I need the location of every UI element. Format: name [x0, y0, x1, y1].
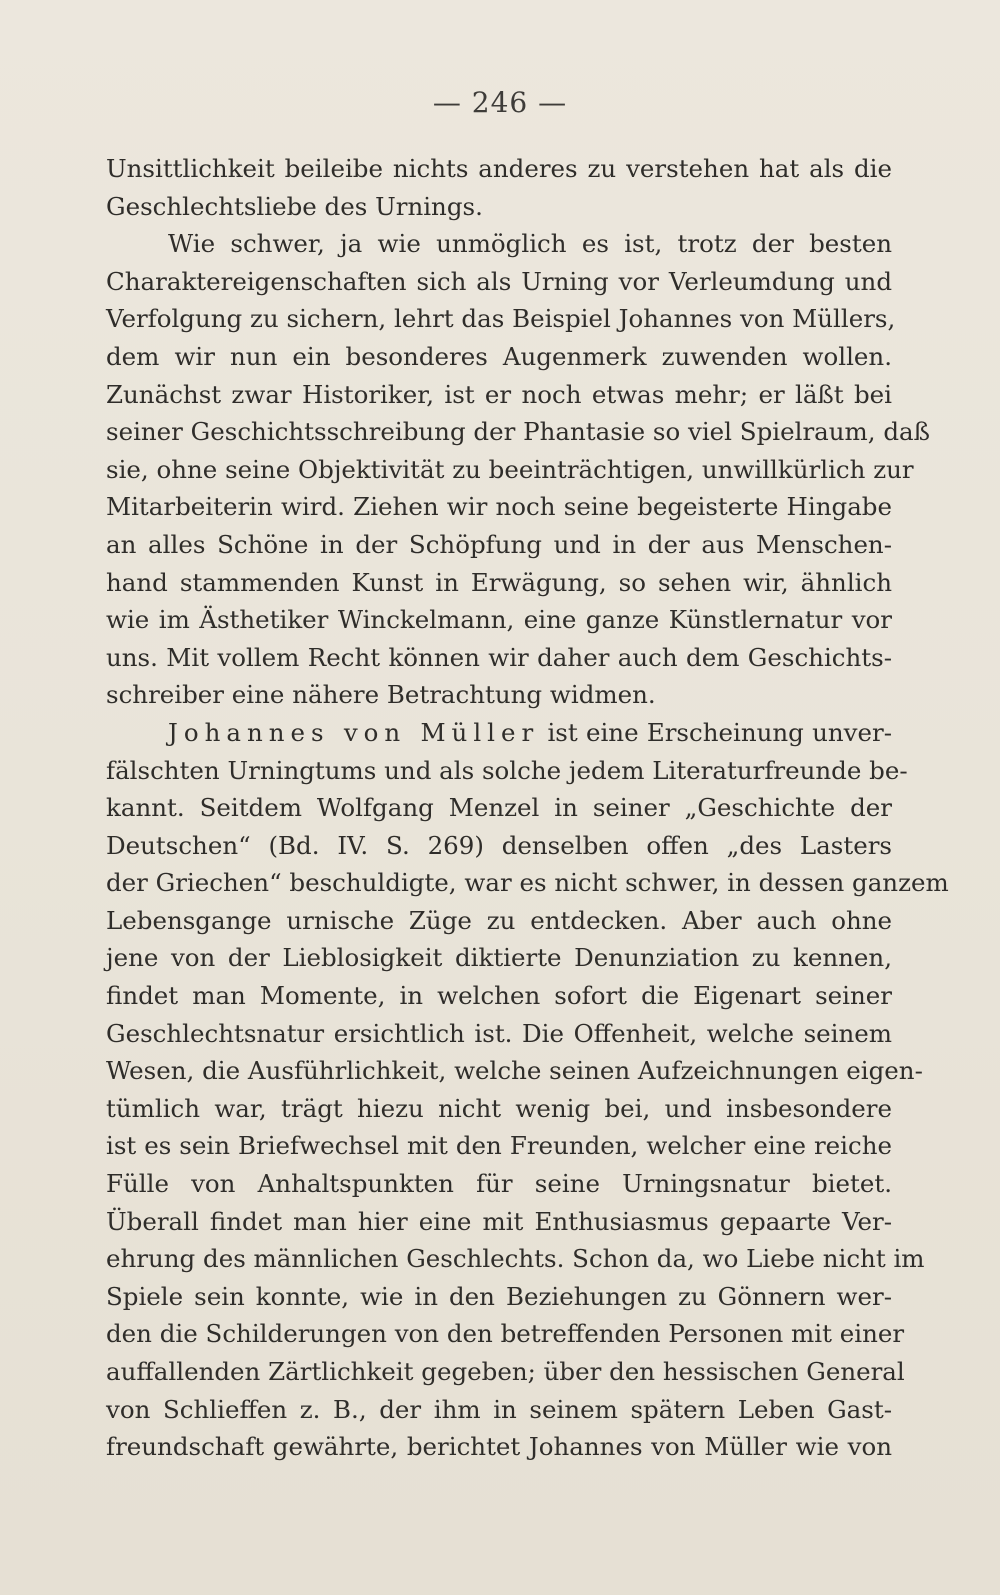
- text-line: ist es sein Briefwechsel mit den Freunden, welcher eine reiche: [106, 1131, 892, 1161]
- text-line: hand stammenden Kunst in Erwägung, so sehen wir, ähnlich: [106, 567, 892, 597]
- text-line: Wesen, die Ausführlichkeit, welche seinen Aufzeichnungen eigen-: [106, 1056, 923, 1086]
- text-line: findet man Momente, in welchen sofort die Eigenart seiner: [106, 981, 892, 1011]
- text-line: der Griechen“ beschuldigte, war es nicht schwer, in dessen ganzem: [106, 868, 949, 898]
- emphasized-name: Johannes von Müller: [168, 717, 540, 747]
- text-line: Verfolgung zu sichern, lehrt das Beispiel Johannes von Müllers,: [106, 304, 896, 334]
- text-line: Zunächst zwar Historiker, ist er noch etwas mehr; er läßt bei: [106, 379, 892, 409]
- text-line: Spiele sein konnte, wie in den Beziehungen zu Gönnern wer-: [106, 1281, 892, 1311]
- text-line: kannt. Seitdem Wolfgang Menzel in seiner „Geschichte der: [106, 793, 892, 823]
- text-line: jene von der Lieblosigkeit diktierte Denunziation zu kennen,: [106, 943, 892, 973]
- text-line-rest: ist eine Erscheinung unver-: [539, 717, 893, 747]
- text-line: auffallenden Zärtlichkeit gegeben; über den hessischen General: [106, 1357, 905, 1386]
- text-line: wie im Ästhetiker Winckelmann, eine ganze Künstlernatur vor: [106, 605, 892, 635]
- text-line: fälschten Urningtums und als solche jedem Literaturfreunde be-: [106, 755, 908, 785]
- text-line: seiner Geschichtsschreibung der Phantasie so viel Spielraum, daß: [106, 417, 931, 447]
- text-line: an alles Schöne in der Schöpfung und in der aus Menschen-: [106, 529, 892, 559]
- text-line: Geschlechtsliebe des Urnings.: [106, 191, 483, 221]
- text-line: Deutschen“ (Bd. IV. S. 269) denselben offen „des Lasters: [106, 830, 892, 860]
- text-line: schreiber eine nähere Betrachtung widmen.: [106, 680, 656, 710]
- text-line: von Schlieffen z. B., der ihm in seinem spätern Leben Gast-: [106, 1394, 892, 1424]
- text-line: Charaktereigenschaften sich als Urning vor Verleumdung und: [106, 266, 892, 296]
- text-line: uns. Mit vollem Recht können wir daher auch dem Geschichts-: [106, 642, 892, 672]
- text-line: sie, ohne seine Objektivität zu beeinträchtigen, unwillkürlich zur: [106, 454, 914, 484]
- page-number: — 246 —: [432, 86, 568, 119]
- text-line: dem wir nun ein besonderes Augenmerk zuwenden wollen.: [106, 341, 892, 371]
- text-line: tümlich war, trägt hiezu nicht wenig bei, und insbesondere: [106, 1093, 892, 1123]
- text-line: Mitarbeiterin wird. Ziehen wir noch seine begeisterte Hingabe: [106, 492, 892, 522]
- text-line: Geschlechtsnatur ersichtlich ist. Die Offenheit, welche seinem: [106, 1018, 892, 1048]
- text-line: Wie schwer, ja wie unmöglich es ist, trotz der besten: [168, 229, 892, 259]
- body-text: [106, 150, 949, 1466]
- text-line: ehrung des männlichen Geschlechts. Schon da, wo Liebe nicht im: [106, 1244, 925, 1274]
- text-line: Überall findet man hier eine mit Enthusiasmus gepaarte Ver-: [106, 1206, 892, 1236]
- text-line: freundschaft gewährte, berichtet Johannes von Müller wie von: [106, 1432, 892, 1462]
- text-line: den die Schilderungen von den betreffenden Personen mit einer: [106, 1319, 905, 1349]
- text-line: Fülle von Anhaltspunkten für seine Urningsnatur bietet.: [106, 1169, 892, 1199]
- text-line: Lebensgange urnische Züge zu entdecken. Aber auch ohne: [106, 905, 892, 935]
- text-line: [106, 714, 892, 752]
- text-line: Unsittlichkeit beileibe nichts anderes zu verstehen hat als die: [106, 154, 892, 183]
